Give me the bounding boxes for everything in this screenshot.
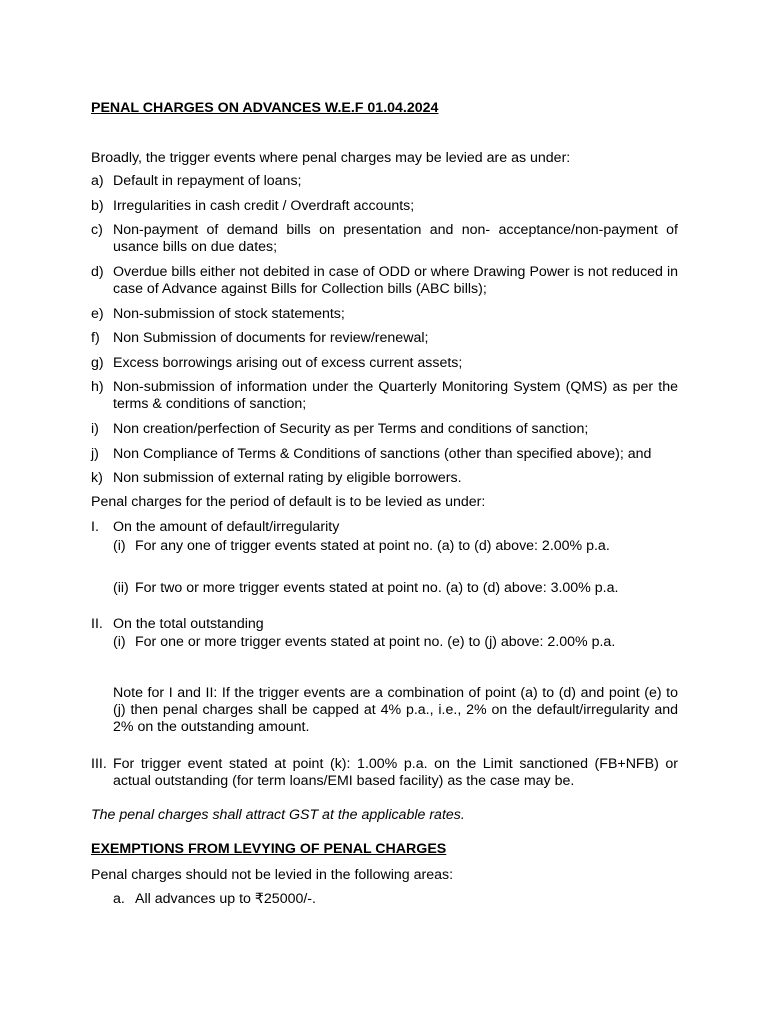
sub-marker: (i) (113, 538, 126, 554)
sub-item (113, 580, 678, 597)
section-one (91, 519, 678, 536)
list-item-text: Irregularities in cash credit / Overdraft accounts; (113, 198, 415, 214)
list-marker: a. (113, 891, 125, 907)
list-item-text: All advances up to ₹25000/-. (135, 891, 316, 907)
list-item-text: Overdue bills either not debited in case of ODD or where Drawing Power is not reduced in case of Advance against Bills for Collection bills (ABC bills); (113, 264, 678, 297)
list-marker: d) (91, 264, 104, 280)
list-item-text: Non creation/perfection of Security as per Terms and conditions of sanction; (113, 421, 589, 437)
sub-item-text: For two or more trigger events stated at point no. (a) to (d) above: 3.00% p.a. (135, 580, 619, 596)
list-item-text: Non Submission of documents for review/renewal; (113, 330, 429, 346)
list-marker: a) (91, 173, 104, 189)
list-marker: g) (91, 355, 104, 371)
list-marker: c) (91, 222, 103, 238)
list-item-text: Default in repayment of loans; (113, 173, 302, 189)
list-item (91, 446, 678, 463)
list-marker: h) (91, 379, 104, 395)
section-text: For trigger event stated at point (k): 1.00% p.a. on the Limit sanctioned (FB+NFB) or actual outstanding (for term loans/EMI based facility) as the case may be. (113, 756, 678, 789)
sub-item-text: For one or more trigger events stated at point no. (e) to (j) above: 2.00% p.a. (135, 634, 616, 650)
sub-item (113, 538, 678, 555)
exemptions-title: EXEMPTIONS FROM LEVYING OF PENAL CHARGES (91, 841, 447, 857)
section-heading: On the amount of default/irregularity (113, 519, 340, 535)
list-item (91, 222, 678, 256)
document-title: PENAL CHARGES ON ADVANCES W.E.F 01.04.2024 (91, 100, 439, 116)
list-marker: b) (91, 198, 104, 214)
list-item-text: Non submission of external rating by eligible borrowers. (113, 470, 462, 486)
list-item (91, 198, 678, 215)
list-item-text: Excess borrowings arising out of excess current assets; (113, 355, 463, 371)
list-item (113, 891, 678, 908)
section-three (91, 756, 678, 790)
period-intro: Penal charges for the period of default is to be levied as under: (91, 494, 486, 510)
section-heading: On the total outstanding (113, 616, 264, 632)
list-item (91, 421, 678, 438)
list-marker: f) (91, 330, 100, 346)
sub-marker: (ii) (113, 580, 129, 596)
list-item-text: Non-submission of information under the Quarterly Monitoring System (QMS) as per the terms & conditions of sanction; (113, 379, 678, 412)
sub-item-text: For any one of trigger events stated at point no. (a) to (d) above: 2.00% p.a. (135, 538, 610, 554)
list-item-text: Non-submission of stock statements; (113, 306, 345, 322)
gst-note: The penal charges shall attract GST at the applicable rates. (91, 807, 465, 823)
list-item-text: Non-payment of demand bills on presentation and non- acceptance/non-payment of usance bills on due dates; (113, 222, 678, 255)
list-item (91, 379, 678, 413)
sub-marker: (i) (113, 634, 126, 650)
list-marker: e) (91, 306, 104, 322)
roman-marker: I. (91, 519, 99, 535)
list-marker: j) (91, 446, 99, 462)
list-item (91, 355, 678, 372)
list-item-text: Non Compliance of Terms & Conditions of sanctions (other than specified above); and (113, 446, 652, 462)
list-marker: i) (91, 421, 99, 437)
list-item (91, 173, 678, 190)
list-item (91, 264, 678, 298)
list-item (91, 470, 678, 487)
section-two (91, 616, 678, 633)
list-item (91, 306, 678, 323)
sub-item (113, 634, 678, 651)
note-paragraph: Note for I and II: If the trigger events are a combination of point (a) to (d) and point (e) to (j) then penal charges shall be capped at 4% p.a., i.e., 2% on the default/irregularity and 2% on the outstanding amount. (113, 685, 678, 735)
list-item (91, 330, 678, 347)
roman-marker: III. (91, 756, 107, 772)
roman-marker: II. (91, 616, 103, 632)
list-marker: k) (91, 470, 103, 486)
exemptions-intro: Penal charges should not be levied in the following areas: (91, 867, 454, 883)
intro-paragraph: Broadly, the trigger events where penal charges may be levied are as under: (91, 150, 571, 166)
